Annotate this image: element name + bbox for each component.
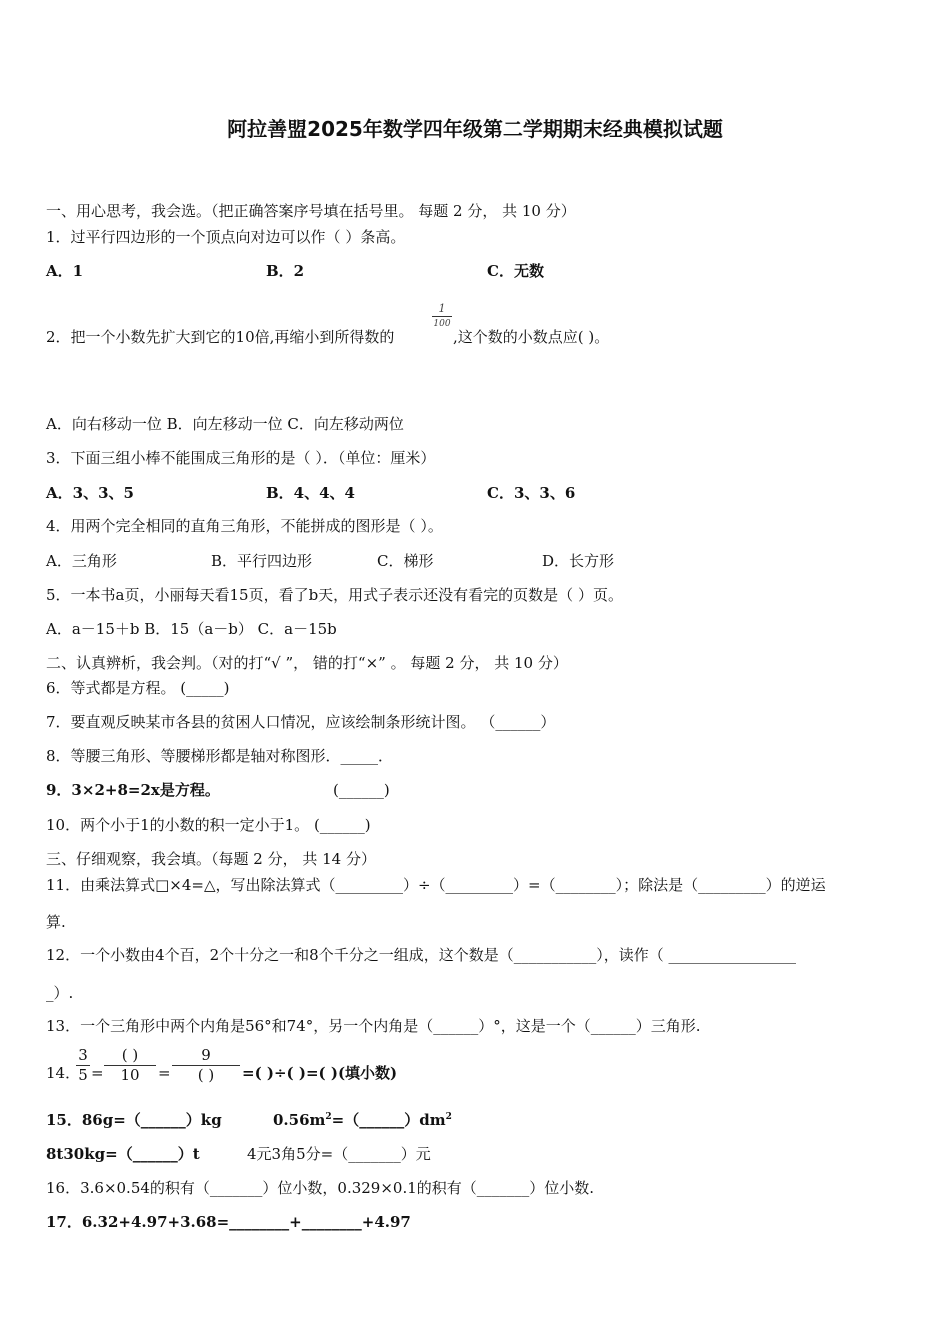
question-5: 5．一本书a页，小丽每天看15页，看了b天，用式子表示还没有看完的页数是（ ）页。 <box>46 586 623 604</box>
q14-eq-1: = <box>91 1064 104 1082</box>
question-11: 11．由乘法算式□×4=△，写出除法算式（_________）÷（_________）=（________）；除法是（_________）的逆运 <box>46 876 826 894</box>
q2-fraction-numerator: 1 <box>438 302 446 315</box>
q14-tail: =( )÷( )=( )(填小数) <box>242 1064 398 1082</box>
question-4: 4．用两个完全相同的直角三角形，不能拼成的图形是（ ）。 <box>46 517 443 535</box>
q2-fraction <box>432 303 452 330</box>
page-title: 阿拉善盟2025年数学四年级第二学期期末经典模拟试题 <box>227 117 723 141</box>
question-16: 16．3.6×0.54的积有（_______）位小数，0.329×0.1的积有（_______）位小数. <box>46 1179 595 1197</box>
q3-option-a: A．3、3、5 <box>46 484 134 502</box>
question-8: 8．等腰三角形、等腰梯形都是轴对称图形．_____． <box>46 747 394 765</box>
question-1: 1．过平行四边形的一个顶点向对边可以作（ ）条高。 <box>46 228 406 246</box>
question-10: 10．两个小于1的小数的积一定小于1。 (______) <box>46 816 371 834</box>
fraction-bar <box>432 316 452 317</box>
q3-option-c: C．3、3、6 <box>487 484 576 502</box>
question-2-pre: 2．把一个小数先扩大到它的10倍,再缩小到所得数的 <box>46 328 395 346</box>
q4-option-a: A．三角形 <box>46 552 117 570</box>
q5-options: A．a－15＋b B．15（a－b） C．a－15b <box>46 620 337 638</box>
q14-f1-denominator: 5 <box>78 1066 88 1084</box>
question-9: 9．3×2+8=2x是方程。 <box>46 781 220 799</box>
q1-option-c: C．无数 <box>487 262 544 280</box>
q14-f2-numerator: ( ) <box>121 1046 139 1064</box>
q15b-superscript: 2 <box>325 1112 332 1122</box>
q14-f3-numerator: 9 <box>201 1046 211 1064</box>
q14-f3-denominator: ( ) <box>197 1066 215 1084</box>
q4-option-b: B．平行四边形 <box>211 552 313 570</box>
question-6: 6．等式都是方程。 (_____) <box>46 679 230 697</box>
q14-fraction-3 <box>172 1047 240 1084</box>
question-15c: 8t30kg=（______）t <box>46 1145 200 1163</box>
question-2-post: ,这个数的小数点应( )。 <box>453 328 610 346</box>
q2-options: A．向右移动一位 B．向左移动一位 C．向左移动两位 <box>46 415 404 433</box>
question-17: 17．6.32+4.97+3.68=________+________+4.97 <box>46 1213 411 1231</box>
q4-option-c: C．梯形 <box>377 552 434 570</box>
q14-f2-denominator: 10 <box>120 1066 140 1084</box>
q2-fraction-denominator: 100 <box>433 319 451 329</box>
question-14-label: 14． <box>46 1064 81 1082</box>
q15b-text: 0.56m <box>273 1111 326 1129</box>
question-13: 13．一个三角形中两个内角是56°和74°，另一个内角是（______）°，这是一个（______）三角形. <box>46 1017 701 1035</box>
section-2-heading: 二、认真辨析，我会判。（对的打“√ ”， 错的打“×” 。 每题 2 分， 共 10 分） <box>46 654 568 672</box>
section-3-heading: 三、仔细观察，我会填。（每题 2 分， 共 14 分） <box>46 850 376 868</box>
question-9-blank: (______) <box>333 781 390 799</box>
q1-option-a: A．1 <box>46 262 84 280</box>
q1-option-b: B．2 <box>266 262 305 280</box>
question-15a: 15．86g=（______）kg <box>46 1111 222 1129</box>
q14-fraction-1 <box>76 1047 90 1084</box>
q3-option-b: B．4、4、4 <box>266 484 355 502</box>
question-11-cont: 算. <box>46 913 66 931</box>
question-15b <box>273 1110 452 1130</box>
question-12-cont: _）. <box>46 984 74 1002</box>
section-1-heading: 一、用心思考，我会选。（把正确答案序号填在括号里。 每题 2 分， 共 10 分） <box>46 202 576 220</box>
question-7: 7．要直观反映某市各县的贫困人口情况，应该绘制条形统计图。 （______） <box>46 713 556 731</box>
q14-fraction-2 <box>104 1047 156 1084</box>
q4-option-d: D．长方形 <box>542 552 615 570</box>
question-15d: 4元3角5分=（_______）元 <box>247 1145 431 1163</box>
q15b-tail: =（______）dm <box>331 1111 446 1129</box>
q14-f1-numerator: 3 <box>78 1046 88 1064</box>
q15b-superscript-2: 2 <box>445 1112 452 1122</box>
question-3: 3．下面三组小棒不能围成三角形的是（ ）．（单位：厘米） <box>46 449 436 467</box>
question-12: 12．一个小数由4个百，2个十分之一和8个千分之一组成，这个数是（___________），读作（ _________________ <box>46 946 796 964</box>
q14-eq-2: = <box>158 1064 171 1082</box>
